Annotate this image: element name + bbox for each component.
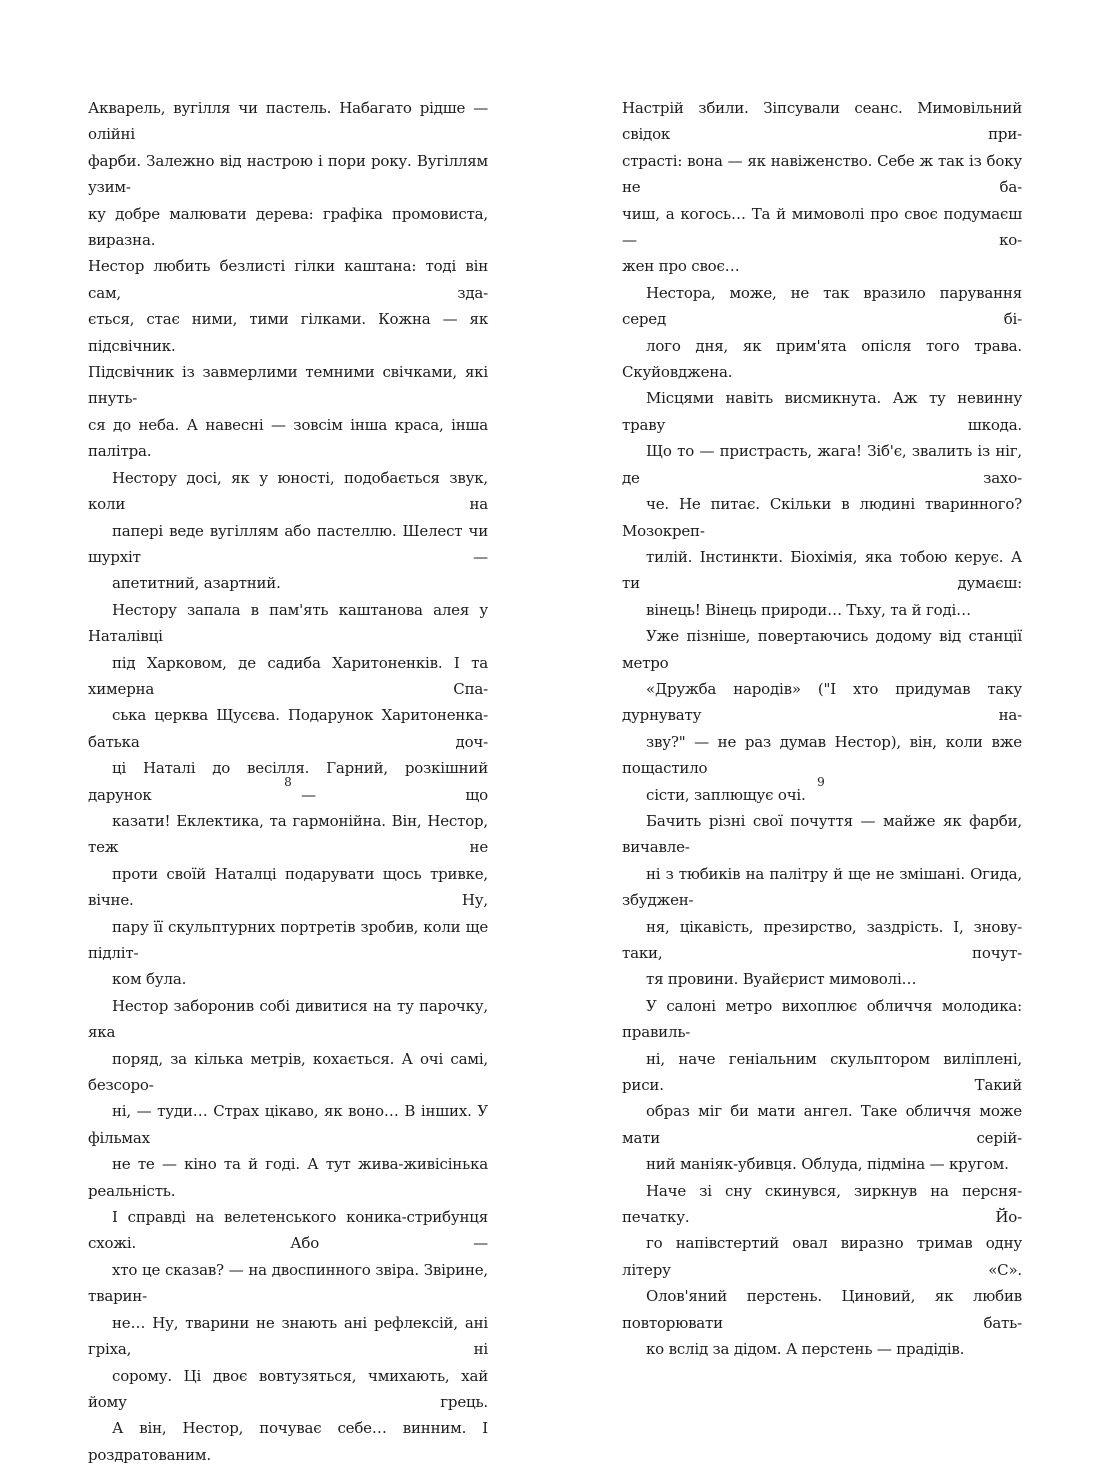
text-line: сорому. Ці двоє вовтузяться, чмихають, хай йому грець. <box>88 1366 488 1411</box>
text-line: ється, стає ними, тими гілками. Кожна — як підсвічник. <box>88 310 488 355</box>
text-line: ко вслід за дідом. А перстень — прадідів. <box>646 1340 965 1359</box>
paragraph <box>622 95 1022 280</box>
paragraph <box>88 993 488 1468</box>
paragraph <box>88 465 488 597</box>
text-line: поряд, за кілька метрів, кохається. А очі самі, безсоро- <box>88 1049 488 1095</box>
text-line: А він, Нестор, почуває себе… винним. І роздратованим. <box>88 1419 488 1464</box>
text-line: проти своїй Наталці подарувати щось тривке, вічне. Ну, <box>88 864 488 910</box>
text-line: ні, — туди… Страх цікаво, як воно… В інших. У фільмах <box>88 1102 488 1147</box>
text-line: ний маніяк-убивця. Облуда, підміна — кругом. <box>646 1155 1009 1174</box>
text-line: Що то — пристрасть, жага! Зіб'є, звалить із ніг, де захо- <box>622 442 1022 487</box>
text-line: образ міг би мати ангел. Таке обличчя може мати серій- <box>622 1102 1022 1147</box>
text-line: чиш, а когось… Та й мимоволі про своє подумаєш — ко- <box>622 204 1022 250</box>
text-line: Нестора, може, не так вразило парування серед бі- <box>622 283 1022 329</box>
paragraph <box>622 280 1022 623</box>
text-line: зву?" — не раз думав Нестор), він, коли вже пощастило <box>622 732 1022 778</box>
text-line: Уже пізніше, повертаючись додому від станції метро <box>622 627 1022 672</box>
right-page-text <box>622 95 1022 1363</box>
page-number-left: 8 <box>284 775 292 789</box>
text-line: Нестору досі, як у юності, подобається звук, коли на <box>88 468 488 514</box>
text-line: Бачить різні свої почуття — майже як фарби, вичавле- <box>622 811 1022 857</box>
text-line: ком була. <box>112 970 187 989</box>
text-line: ська церква Щусєва. Подарунок Харитоненка-батька доч- <box>88 706 488 751</box>
paragraph <box>622 808 1022 993</box>
text-line: пару її скульптурних портретів зробив, коли ще підліт- <box>88 917 488 962</box>
text-line: У салоні метро вихоплює обличчя молодика: правиль- <box>622 996 1022 1042</box>
text-line: ся до неба. А навесні — зовсім інша краса, інша палітра. <box>88 415 488 461</box>
text-line: хто це сказав? — на двоспинного звіра. Звірине, тварин- <box>88 1260 488 1306</box>
page-number-right: 9 <box>817 775 825 789</box>
text-line: казати! Еклектика, та гармонійна. Він, Нестор, теж не <box>88 811 488 857</box>
text-line: не… Ну, тварини не знають ані рефлексій, ані гріха, ні <box>88 1313 488 1359</box>
text-line: під Харковом, де садиба Харитоненків. І та химерна Спа- <box>88 653 488 698</box>
text-line: тя провини. Вуайєрист мимоволі… <box>646 970 917 989</box>
paragraph <box>88 597 488 993</box>
text-line: вінець! Вінець природи… Тьху, та й годі… <box>646 600 971 619</box>
text-line: че. Не питає. Скільки в людині тваринного? Мозокреп- <box>622 495 1022 540</box>
text-line: апетитний, азартний. <box>112 574 281 593</box>
text-line: сісти, заплющує очі. <box>646 785 806 804</box>
text-line: папері веде вугіллям або пастеллю. Шелест чи шурхіт — <box>88 521 488 566</box>
text-line: Настрій збили. Зіпсували сеанс. Мимовільний свідок при- <box>622 99 1022 144</box>
text-line: І справді на велетенського коника-стрибунця схожі. Або — <box>88 1208 488 1253</box>
text-line: не те — кіно та й годі. А тут жива-живісінька реальність. <box>88 1155 488 1200</box>
text-line: Нестор любить безлисті гілки каштана: тоді він сам, зда- <box>88 257 488 302</box>
text-line: фарби. Залежно від настрою і пори року. Вугіллям узим- <box>88 151 488 197</box>
text-line: ня, цікавість, презирство, заздрість. І, знову-таки, почут- <box>622 917 1022 962</box>
text-line: ні з тюбиків на палітру й ще не змішані. Огида, збуджен- <box>622 864 1022 910</box>
text-line: страсті: вона — як навіженство. Себе ж так із боку не ба- <box>622 151 1022 197</box>
paragraph <box>622 993 1022 1178</box>
text-line: жен про своє… <box>622 257 740 276</box>
text-line: го напівстертий овал виразно тримав одну літеру «С». <box>622 1234 1022 1279</box>
text-line: Нестор заборонив собі дивитися на ту парочку, яка <box>88 996 488 1042</box>
text-line: ці Наталі до весілля. Гарний, розкішний дарунок — що <box>88 759 488 804</box>
paragraph <box>88 95 488 465</box>
text-line: Акварель, вугілля чи пастель. Набагато рідше — олійні <box>88 99 488 144</box>
text-line: Наче зі сну скинувся, зиркнув на персня-печатку. Йо- <box>622 1181 1022 1227</box>
text-line: Олов'яний перстень. Циновий, як любив повторювати бать- <box>622 1287 1022 1332</box>
paragraph <box>622 1178 1022 1363</box>
text-line: ку добре малювати дерева: графіка промовиста, виразна. <box>88 204 488 250</box>
text-line: Нестору запала в пам'ять каштанова алея у Наталівці <box>88 600 488 646</box>
text-line: лого дня, як прим'ята опісля того трава. Скуйовджена. <box>622 336 1022 382</box>
text-line: «Дружба народів» ("І хто придумав таку дурнувату на- <box>622 679 1022 725</box>
text-line: Місцями навіть висмикнута. Аж ту невинну траву шкода. <box>622 389 1022 434</box>
text-line: тилій. Інстинкти. Біохімія, яка тобою керує. А ти думаєш: <box>622 547 1022 593</box>
text-line: Підсвічник із завмерлими темними свічками, які пнуть- <box>88 363 488 408</box>
text-line: ні, наче геніальним скульптором виліплені, риси. Такий <box>622 1049 1022 1095</box>
